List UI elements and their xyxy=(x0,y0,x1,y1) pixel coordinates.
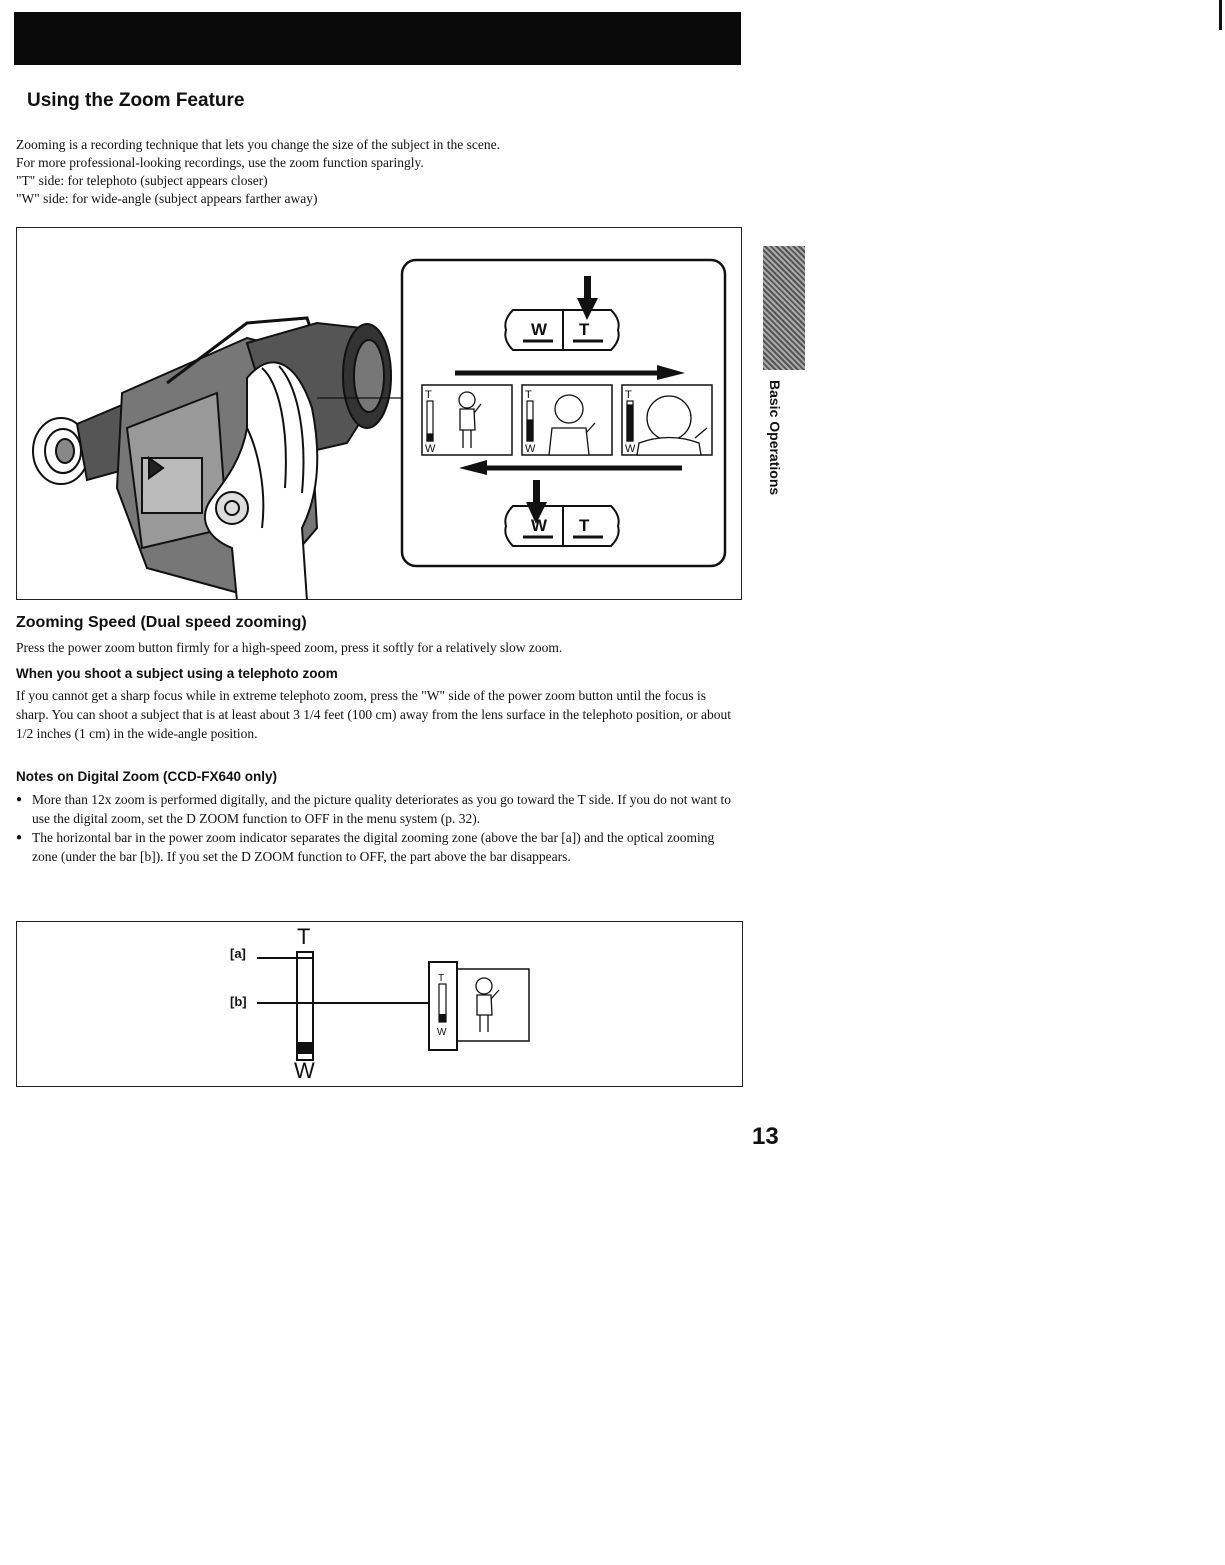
zooming-speed-heading: Zooming Speed (Dual speed zooming) xyxy=(16,614,307,631)
zooming-speed-text: Press the power zoom button firmly for a high-speed zoom, press it softly for a relatively slow zoom. xyxy=(16,640,563,655)
edge-mark xyxy=(1219,0,1222,30)
button-label-t: T xyxy=(579,516,590,535)
zoom-indicator-svg xyxy=(17,922,743,1087)
button-label-w: W xyxy=(531,320,548,339)
note-item: ● More than 12x zoom is performed digitally, and the picture quality deteriorates as you go toward the T side. If you do not want to use the digital zoom, set the D ZOOM function to OFF in the menu system (p. 32). xyxy=(16,790,740,828)
zoom-diagram-box xyxy=(402,260,725,566)
zoom-illustration-svg xyxy=(17,228,742,600)
scale-label-w: W xyxy=(625,443,636,455)
intro-text xyxy=(16,136,736,208)
button-label-w: W xyxy=(531,516,548,535)
section-tab-marker xyxy=(763,246,805,370)
digital-zoom-heading: Notes on Digital Zoom (CCD-FX640 only) xyxy=(16,769,278,784)
section-tab-label: Basic Operations xyxy=(767,380,783,496)
zoom-illustration xyxy=(16,227,742,600)
intro-line: Zooming is a recording technique that lets you change the size of the subject in the scene. xyxy=(16,137,500,152)
scale-label-t: T xyxy=(525,389,532,401)
mini-scale-w: W xyxy=(437,1027,447,1038)
scale-label-w: W xyxy=(525,443,536,455)
scale-bottom-letter: W xyxy=(294,1058,315,1083)
zoom-indicator-scale xyxy=(257,952,429,1060)
telephoto-text: If you cannot get a sharp focus while in extreme telephoto zoom, press the "W" side of the power zoom button until the focus is sharp. You can shoot a subject that is at least about 3 1/4 feet (100 cm) away from the lens surface in the telephoto position, or about 1/2 inches (1 cm) in the wide-angle position. xyxy=(16,688,731,741)
intro-line: "T" side: for telephoto (subject appears closer) xyxy=(16,173,268,188)
label-b: [b] xyxy=(230,994,247,1009)
zoom-button-tele-pressed xyxy=(505,310,618,350)
zoom-button-wide-pressed xyxy=(505,506,618,546)
telephoto-heading: When you shoot a subject using a telephoto zoom xyxy=(16,666,338,681)
scale-top-letter: T xyxy=(297,924,311,949)
label-a: [a] xyxy=(230,946,246,961)
camcorder-illustration xyxy=(33,318,402,600)
intro-line: "W" side: for wide-angle (subject appears farther away) xyxy=(16,191,318,206)
scale-label-t: T xyxy=(425,389,432,401)
button-label-t: T xyxy=(579,320,590,339)
zoom-indicator-figure xyxy=(16,921,743,1087)
note-item: ● The horizontal bar in the power zoom indicator separates the digital zooming zone (above the bar [a]) and the optical zooming zone (under the bar [b]). If you set the D ZOOM function to OFF, the part above the bar disappears. xyxy=(16,828,740,866)
intro-line: For more professional-looking recordings, use the zoom function sparingly. xyxy=(16,155,424,170)
section-title: Using the Zoom Feature xyxy=(27,90,245,111)
page-number: 13 xyxy=(752,1123,779,1150)
mini-scale-t: T xyxy=(438,973,445,984)
scale-label-t: T xyxy=(625,389,632,401)
scale-label-w: W xyxy=(425,443,436,455)
header-bar xyxy=(14,12,741,65)
digital-zoom-notes xyxy=(16,790,740,866)
